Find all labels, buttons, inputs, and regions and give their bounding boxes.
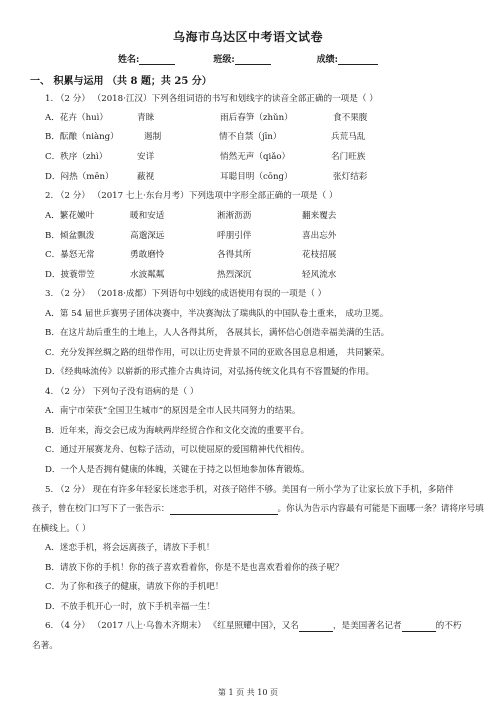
q1-a-2: 青睐 (137, 113, 155, 123)
q5-answer-blank[interactable] (170, 505, 278, 515)
q2-b-1: B．倾盆飘泼 (45, 231, 95, 241)
q2-b-3: 呼朋引伴 (217, 231, 252, 241)
q3-option-d[interactable]: D．《经典咏流传》以崭新的形式推介古典诗词，对弘扬传统文化具有不容置疑的作用。 (45, 367, 375, 377)
page-number-footer: 第 1 页 共 10 页 (218, 688, 278, 697)
question-6-stem-line-2: 名著。 (32, 641, 58, 651)
q2-a-2: 暖和安适 (130, 211, 165, 221)
q1-a-1: A．花卉（huì） (45, 113, 108, 123)
student-info-row (118, 52, 378, 65)
q1-c-2: 安详 (137, 152, 155, 162)
q1-b-2: 遏制 (144, 132, 162, 142)
q2-c-3: 各得其所 (217, 250, 252, 260)
question-2-stem: 2. （2 分） （2017 七上·东台月考）下列选项中字形全部正确的一项是（ ） (45, 191, 338, 201)
q1-d-2: 蔽视 (137, 172, 155, 182)
q2-d-4: 轻风流水 (302, 270, 337, 280)
q2-d-1: D．披蓑带笠 (45, 270, 95, 280)
q2-d-3: 热烈深沉 (217, 270, 252, 280)
question-3-stem: 3. （2 分） （2018·成都）下列语句中划线的成语使用有误的一项是（ ） (45, 289, 327, 299)
question-5-stem-line-3: 在横线上。（ ） (32, 524, 91, 534)
name-label: 姓名: (118, 55, 140, 65)
q2-a-4: 翻来覆去 (302, 211, 337, 221)
q6-stem-part-c: 的不朽 (435, 621, 462, 631)
question-6-stem (45, 620, 461, 632)
q4-option-c[interactable]: C．通过开展赛龙舟、包粽子活动，可以使屈原的爱国精神代代相传。 (45, 445, 310, 455)
q1-d-1: D．闷热（mēn） (45, 172, 114, 182)
score-label: 成绩: (316, 55, 338, 65)
q2-c-4: 花枝招展 (302, 250, 337, 260)
q2-d-2: 水波粼粼 (130, 270, 165, 280)
q3-option-c[interactable]: C．充分发挥丝绸之路的纽带作用，可以让历史背景不同的亚欧各国息息相通， 共同繁荣。 (45, 348, 390, 358)
q2-c-2: 勇敢磨怜 (130, 250, 165, 260)
q1-option-c[interactable] (45, 151, 365, 163)
q5-stem-part-a: 孩子，曾在校门口写下了一张告示： (32, 504, 170, 514)
q2-a-3: 淅淅沥沥 (217, 211, 252, 221)
q1-c-4: 名门旺族 (331, 152, 366, 162)
q3-option-a[interactable]: A．第 54 届世乒赛男子团体决赛中，半决赛淘汰了瑞典队的中国队卷土重来， 成功卫冕。 (45, 309, 389, 319)
q5-option-b[interactable]: B．请放下你的手机！你的孩子喜欢看着你，你是不是也喜欢看着你的孩子呢？ (45, 563, 344, 573)
q5-stem-part-b: 。你认为告示内容最有可能是下面哪一条？请将序号填 (277, 504, 484, 514)
q2-a-1: A．繁花嫩叶 (45, 211, 95, 221)
q2-b-2: 高邈深远 (130, 231, 165, 241)
q1-c-1: C．秩序（zhì） (45, 152, 108, 162)
q1-option-d[interactable] (45, 171, 367, 183)
q4-option-a[interactable]: A．南宁市荣获“全国卫生城市”的原因是全市人民共同努力的结果。 (45, 406, 301, 416)
q6-stem-part-b: ，是美国著名记者 (332, 621, 402, 631)
question-1-stem: 1. （2 分） （2018·江汉）下列各组词语的书写和划线字的读音全部正确的一项是（ ） (45, 94, 378, 104)
page-title: 乌海市乌达区中考语文试卷 (172, 30, 323, 44)
q5-option-c[interactable]: C．为了你和孩子的健康，请放下你的手机吧！ (45, 582, 224, 592)
q2-option-c[interactable] (45, 249, 336, 261)
class-blank[interactable] (235, 55, 271, 65)
q1-c-3: 悄然无声（qiǎo） (220, 152, 291, 162)
q5-option-a[interactable]: A．迷恋手机，将会远离孩子，请放下手机！ (45, 543, 215, 553)
q2-option-a[interactable] (45, 210, 336, 222)
q1-d-4: 张灯结彩 (333, 172, 368, 182)
q3-option-b[interactable]: B．在这片劫后重生的土地上，人人各得其所， 各展其长，满怀信心创造幸福美满的生活。 (45, 328, 390, 338)
q1-option-a[interactable] (45, 112, 367, 124)
q4-option-d[interactable]: D．一个人是否拥有健康的体魄，关键在于持之以恒地参加体育锻炼。 (45, 465, 310, 475)
q1-b-3: 情不自禁（jīn） (219, 132, 282, 142)
q6-blank-2[interactable] (402, 622, 436, 632)
name-blank[interactable] (139, 55, 175, 65)
question-5-stem-line-1: 5. （2 分） 现在有许多年轻家长迷恋手机，对孩子陪伴不够。美国有一所小学为了让家长放下手机，多陪伴 (45, 485, 454, 495)
q6-blank-1[interactable] (299, 622, 333, 632)
section-heading: 一、 积累与运用 （共 8 题；共 25 分） (30, 76, 212, 87)
q1-a-4: 食不果腹 (333, 113, 368, 123)
q2-c-1: C．暴怒无常 (45, 250, 95, 260)
q1-option-b[interactable] (45, 131, 365, 143)
question-5-stem-line-2 (32, 503, 484, 515)
q6-stem-part-a: 6. （4 分） （2017 八上·乌鲁木齐期末） 《红星照耀中国》，又名 (45, 621, 299, 631)
question-4-stem: 4. （2 分） 下列句子没有语病的是（ ） (45, 387, 199, 397)
q5-option-d[interactable]: D．不放手机开心一时，放下手机幸福一生！ (45, 602, 216, 612)
q1-d-3: 耳聪目明（cōng） (220, 172, 293, 182)
q2-b-4: 喜出忘外 (302, 231, 337, 241)
q4-option-b[interactable]: B．近年来，海交会已成为海峡两岸经贸合作和文化交流的重要平台。 (45, 426, 310, 436)
score-blank[interactable] (338, 55, 378, 65)
q2-option-b[interactable] (45, 230, 336, 242)
q1-b-4: 兵荒马乱 (331, 132, 366, 142)
class-label: 班级: (213, 55, 235, 65)
q2-option-d[interactable] (45, 269, 336, 281)
q1-a-3: 雨后春笋（zhǔn） (220, 113, 293, 123)
q1-b-1: B．酝酿（niàng） (45, 132, 119, 142)
